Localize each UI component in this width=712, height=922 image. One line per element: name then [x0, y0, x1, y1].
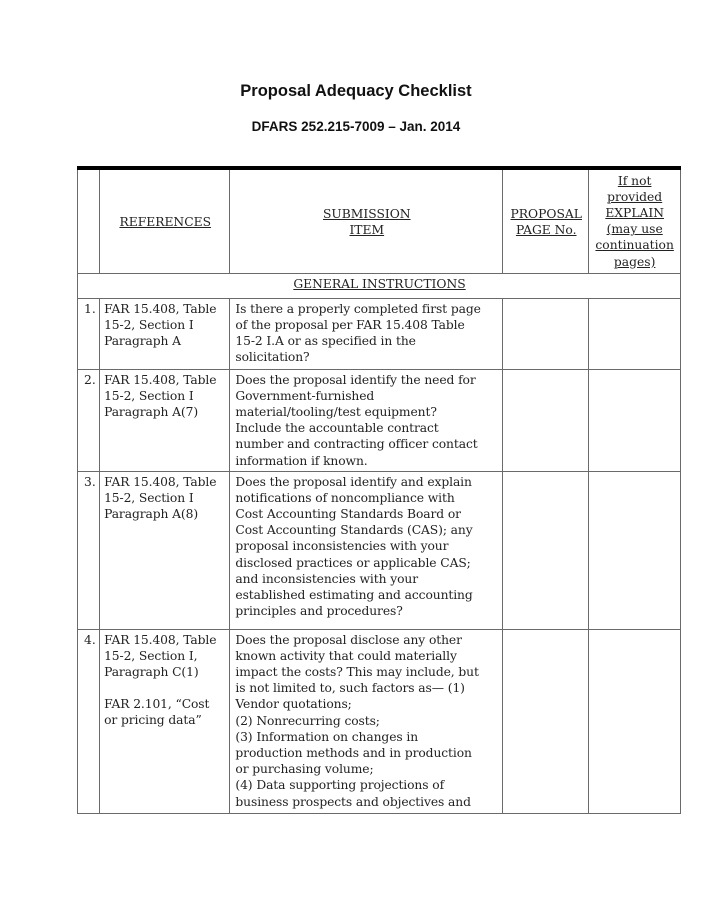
section-heading-row: [78, 273, 681, 298]
item-line: impact the costs? This may include, but: [235, 664, 479, 679]
item-line: disclosed practices or applicable CAS;: [235, 555, 471, 570]
row-explanation-cell[interactable]: [589, 629, 681, 813]
reference-line: FAR 15.408, Table: [104, 301, 217, 316]
row-number: 3.: [78, 471, 100, 629]
item-line: and inconsistencies with your: [235, 571, 418, 586]
row-proposal-page-cell[interactable]: [503, 369, 589, 471]
item-line: is not limited to, such factors as— (1): [235, 681, 465, 696]
header-explain-line: continuation: [595, 238, 674, 253]
item-line: (4) Data supporting projections of: [235, 778, 445, 793]
header-submission-line1: SUBMISSION: [322, 207, 411, 222]
row-proposal-page-cell[interactable]: [503, 629, 589, 813]
item-line: of the proposal per FAR 15.408 Table: [235, 317, 465, 332]
row-submission-item: [230, 298, 503, 369]
item-line: Cost Accounting Standards Board or: [235, 506, 461, 521]
item-line: Is there a properly completed first page: [235, 301, 481, 316]
item-line: material/tooling/test equipment?: [235, 404, 437, 419]
row-number: 2.: [78, 369, 100, 471]
document-title: Proposal Adequacy Checklist: [240, 82, 472, 100]
reference-line: 15-2, Section I: [104, 317, 194, 332]
checklist-table: [77, 166, 681, 814]
header-proposal-page: [503, 168, 589, 273]
item-line: notifications of noncompliance with: [235, 490, 455, 505]
item-line: 15-2 I.A or as specified in the: [235, 333, 416, 348]
row-reference: [100, 298, 230, 369]
reference-line: 15-2, Section I: [104, 490, 194, 505]
header-proposal-line2: PAGE No.: [515, 223, 577, 238]
reference-line: Paragraph A(7): [104, 404, 199, 419]
header-explain-line: pages): [613, 254, 656, 269]
item-line: principles and procedures?: [235, 604, 403, 619]
reference-line: Paragraph A: [104, 333, 181, 348]
item-line: (2) Nonrecurring costs;: [235, 713, 380, 728]
item-line: Does the proposal identify the need for: [235, 372, 476, 387]
item-line: or purchasing volume;: [235, 762, 374, 777]
row-reference: [100, 471, 230, 629]
item-line: (3) Information on changes in: [235, 729, 419, 744]
item-line: information if known.: [235, 453, 368, 468]
reference-line: FAR 15.408, Table: [104, 372, 217, 387]
table-row: [78, 471, 681, 629]
item-line: business prospects and objectives and: [235, 794, 471, 809]
reference-line: Paragraph C(1): [104, 664, 199, 679]
reference-line: FAR 15.408, Table: [104, 474, 217, 489]
reference-spacer: [104, 680, 226, 696]
row-explanation-cell[interactable]: [589, 298, 681, 369]
item-line: proposal inconsistencies with your: [235, 539, 449, 554]
reference-line: FAR 2.101, “Cost: [104, 697, 210, 712]
row-reference: [100, 629, 230, 813]
reference-line: 15-2, Section I,: [104, 648, 198, 663]
section-heading-label: GENERAL INSTRUCTIONS: [293, 276, 466, 291]
item-line: established estimating and accounting: [235, 587, 473, 602]
item-line: Include the accountable contract: [235, 421, 439, 436]
header-row: [78, 168, 681, 273]
table-row: [78, 629, 681, 813]
item-line: production methods and in production: [235, 745, 472, 760]
reference-line: FAR 15.408, Table: [104, 632, 217, 647]
header-explain-line: provided: [607, 189, 663, 204]
header-explain-line: EXPLAIN: [605, 206, 664, 221]
row-submission-item: [230, 471, 503, 629]
table-row: [78, 298, 681, 369]
header-explain-line: If not: [617, 173, 652, 188]
header-explain: [589, 168, 681, 273]
header-references: [100, 168, 230, 273]
section-heading: [78, 273, 681, 298]
row-submission-item: [230, 369, 503, 471]
row-explanation-cell[interactable]: [589, 471, 681, 629]
header-submission-line2: ITEM: [349, 223, 385, 238]
row-proposal-page-cell[interactable]: [503, 471, 589, 629]
row-submission-item: [230, 629, 503, 813]
item-line: Does the proposal disclose any other: [235, 632, 462, 647]
reference-line: 15-2, Section I: [104, 388, 194, 403]
header-submission-item: [230, 168, 503, 273]
reference-line: Paragraph A(8): [104, 506, 199, 521]
header-proposal-line1: PROPOSAL: [510, 207, 582, 222]
header-number: [78, 168, 100, 273]
item-line: solicitation?: [235, 350, 310, 365]
row-reference: [100, 369, 230, 471]
row-explanation-cell[interactable]: [589, 369, 681, 471]
table-row: [78, 369, 681, 471]
item-line: Cost Accounting Standards (CAS); any: [235, 523, 473, 538]
item-line: number and contracting officer contact: [235, 437, 478, 452]
item-line: Government-furnished: [235, 388, 375, 403]
row-number: 4.: [78, 629, 100, 813]
header-explain-line: (may use: [606, 222, 663, 237]
item-line: known activity that could materially: [235, 648, 457, 663]
row-proposal-page-cell[interactable]: [503, 298, 589, 369]
item-line: Does the proposal identify and explain: [235, 474, 472, 489]
document-subtitle: DFARS 252.215-7009 – Jan. 2014: [251, 119, 461, 134]
reference-line: or pricing data”: [104, 713, 202, 728]
header-references-label: REFERENCES: [119, 215, 212, 230]
item-line: Vendor quotations;: [235, 697, 352, 712]
row-number: 1.: [78, 298, 100, 369]
